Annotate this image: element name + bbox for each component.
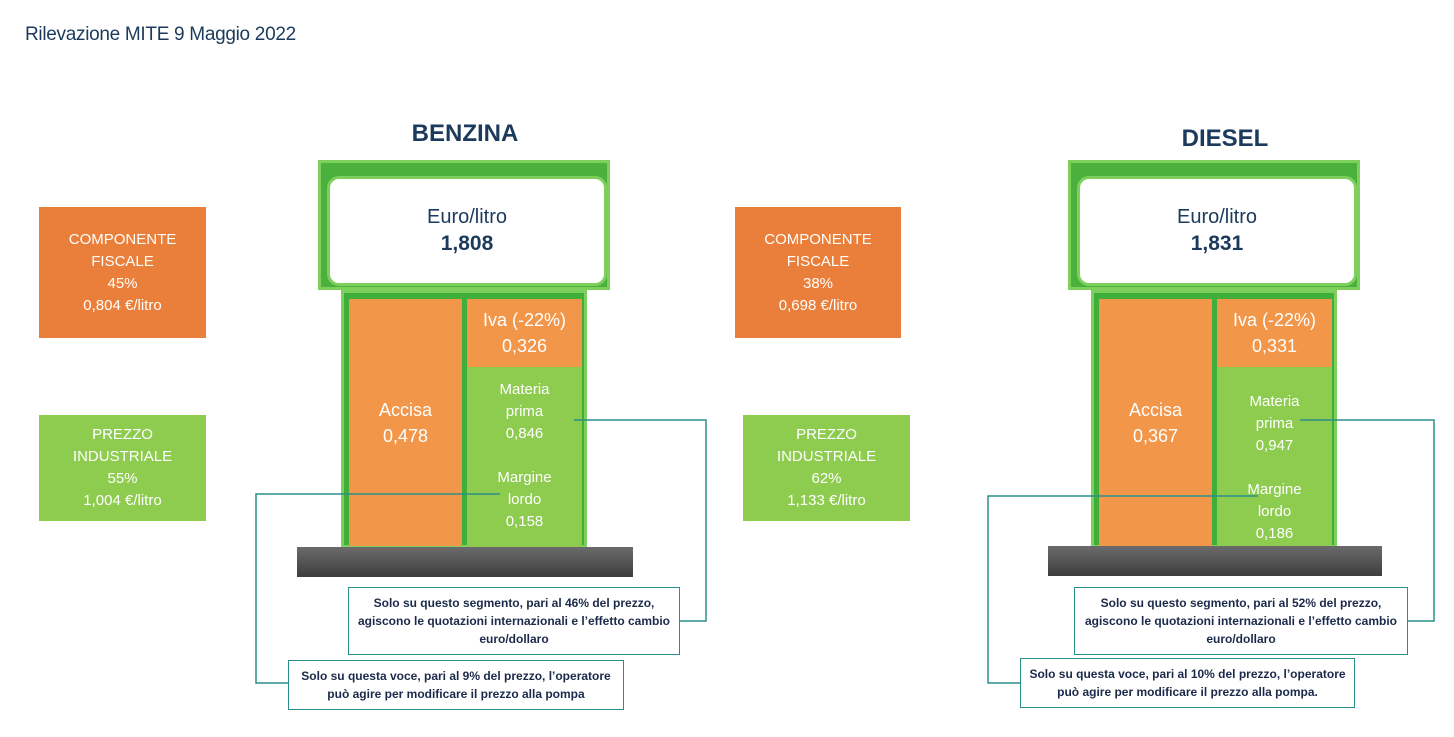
- iva-value: 0,331: [1251, 336, 1298, 356]
- note-line: Solo su questo segmento, pari al 46% del prezzo,: [373, 596, 655, 610]
- benzina-title: BENZINA: [411, 120, 519, 147]
- materia-label-1: Materia: [1249, 393, 1300, 410]
- materia-value: 0,947: [1255, 437, 1294, 454]
- iva-label: Iva (-22%): [1232, 310, 1317, 330]
- fiscal-label-2: FISCALE: [786, 252, 850, 270]
- materia-label-2: prima: [505, 403, 544, 420]
- note-line: agiscono le quotazioni internazionali e l’effetto cambio: [357, 614, 671, 628]
- note-line: euro/dollaro: [479, 632, 549, 646]
- connector-diesel-margine: [988, 496, 1258, 683]
- fiscal-value: 0,804 €/litro: [83, 296, 162, 314]
- note-line: Solo su questo segmento, pari al 52% del prezzo,: [1100, 596, 1382, 610]
- iva-label: Iva (-22%): [482, 310, 567, 330]
- note-line: Solo su questa voce, pari al 10% del prezzo, l’operatore: [1029, 667, 1346, 681]
- margine-label-2: lordo: [1257, 503, 1292, 520]
- fiscal-pct: 45%: [107, 274, 138, 292]
- connector-benzina-margine: [256, 494, 500, 683]
- fiscal-label-2: FISCALE: [91, 252, 154, 270]
- iva-value: 0,326: [501, 336, 548, 356]
- connector-benzina-materia: [574, 420, 706, 621]
- accisa-label: Accisa: [378, 399, 432, 420]
- industrial-value: 1,004 €/litro: [83, 492, 162, 509]
- margine-label-1: Margine: [497, 469, 552, 486]
- unit-label: Euro/litro: [1176, 206, 1258, 228]
- fiscal-value: 0,698 €/litro: [778, 296, 858, 314]
- fiscal-label-1: COMPONENTE: [764, 230, 872, 248]
- fiscal-pct: 38%: [802, 274, 834, 292]
- page-title: Rilevazione MITE 9 Maggio 2022: [25, 24, 296, 45]
- industrial-label-2: INDUSTRIALE: [776, 448, 877, 465]
- industrial-label-1: PREZZO: [796, 426, 857, 443]
- industrial-value: 1,133 €/litro: [787, 492, 866, 509]
- accisa-label: Accisa: [1128, 399, 1182, 420]
- price-value: 1,831: [1190, 232, 1244, 255]
- note-line: Solo su questa voce, pari al 9% del prezzo, l’operatore: [301, 669, 611, 683]
- note-line: può agire per modificare il prezzo alla pompa: [327, 687, 585, 701]
- margine-value: 0,158: [505, 513, 544, 530]
- note-line: può agire per modificare il prezzo alla pompa.: [1057, 685, 1318, 699]
- industrial-pct: 62%: [811, 470, 842, 487]
- connector-diesel-materia: [1300, 420, 1434, 621]
- margine-label-2: lordo: [507, 491, 542, 508]
- materia-label-2: prima: [1255, 415, 1294, 432]
- note-line: agiscono le quotazioni internazionali e l’effetto cambio: [1084, 614, 1398, 628]
- price-value: 1,808: [440, 232, 494, 255]
- industrial-label-2: INDUSTRIALE: [72, 448, 173, 465]
- note-line: euro/dollaro: [1206, 632, 1276, 646]
- accisa-value: 0,367: [1132, 425, 1179, 446]
- industrial-pct: 55%: [107, 470, 138, 487]
- fiscal-label-1: COMPONENTE: [68, 230, 177, 248]
- industrial-label-1: PREZZO: [92, 426, 153, 443]
- materia-value: 0,846: [505, 425, 544, 442]
- accisa-value: 0,478: [382, 425, 429, 446]
- unit-label: Euro/litro: [426, 206, 508, 228]
- materia-label-1: Materia: [499, 381, 550, 398]
- margine-value: 0,186: [1255, 525, 1294, 542]
- diesel-title: DIESEL: [1181, 125, 1269, 152]
- margine-label-1: Margine: [1247, 481, 1302, 498]
